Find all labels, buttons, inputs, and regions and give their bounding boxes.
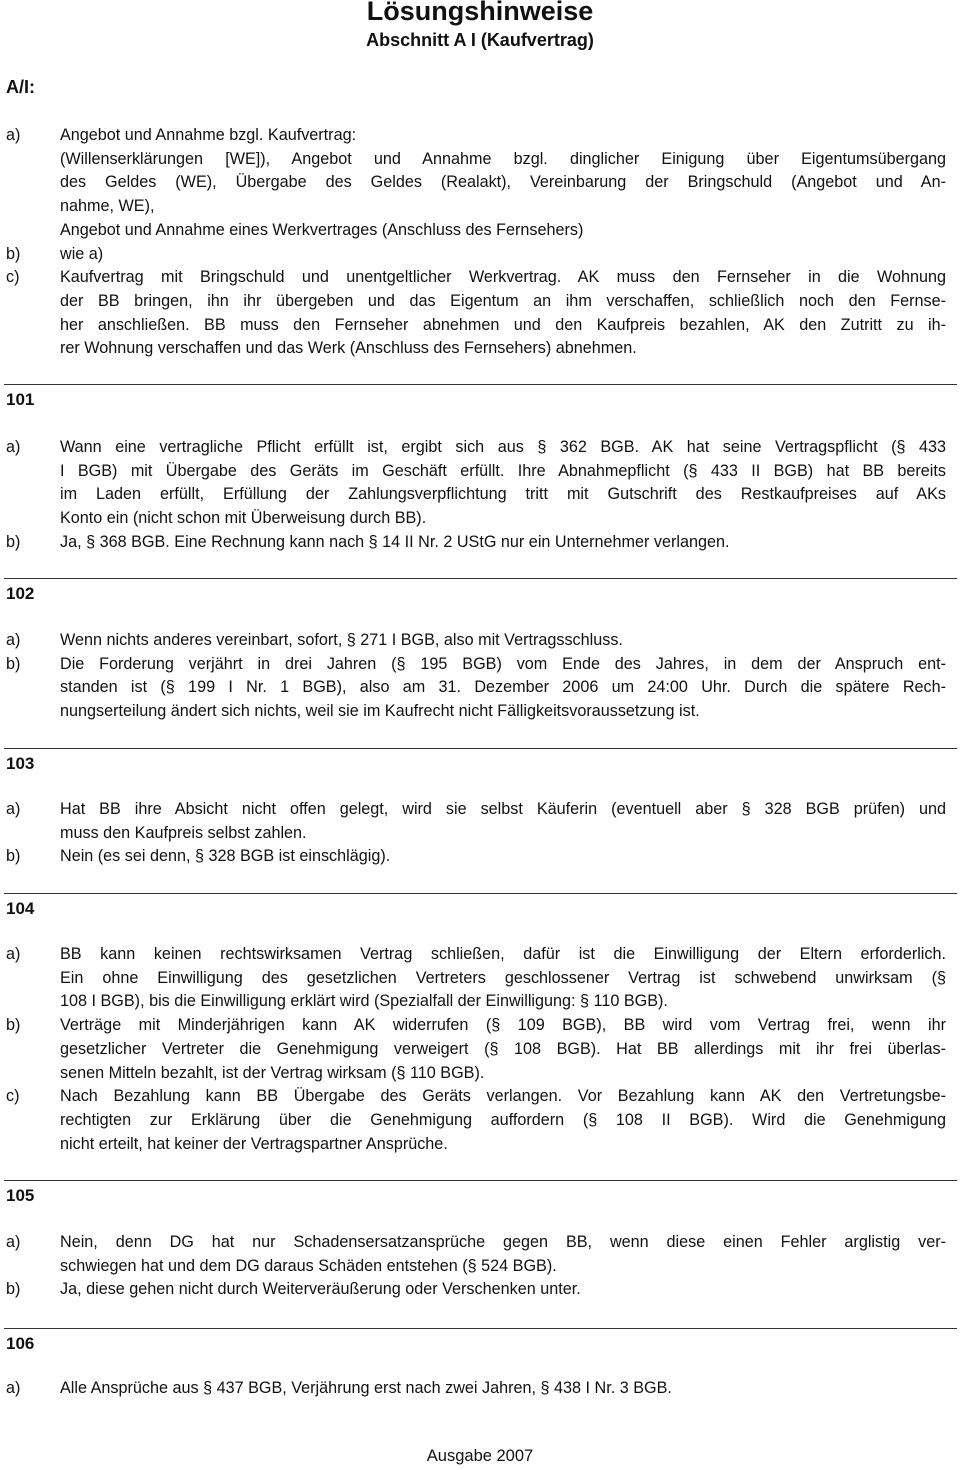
- answer-item: [0, 1014, 960, 1085]
- answer-label: a): [6, 1233, 21, 1251]
- answer-item: [0, 436, 960, 531]
- answer-text-line: (Willenserklärungen [WE]), Angebot und Annahme bzgl. dinglicher Einigung über Eigentumsübergang: [60, 149, 946, 168]
- answer-text-line: Alle Ansprüche aus § 437 BGB, Verjährung erst nach zwei Jahren, § 438 I Nr. 3 BGB.: [60, 1379, 672, 1397]
- answer-text-line: des Geldes (WE), Übergabe des Geldes (Realakt), Vereinbarung der Bringschuld (Angebot und An-: [60, 173, 946, 192]
- answer-label: b): [6, 1016, 21, 1035]
- answer-text-line: der BB bringen, ihn ihr übergeben und das Eigentum an ihm verschaffen, schließlich noch den Fernse-: [60, 291, 946, 310]
- answer-item: [0, 124, 960, 243]
- answer-item: [0, 1231, 960, 1278]
- answer-item: [0, 531, 960, 555]
- answer-label: a): [6, 631, 21, 649]
- section-answers: [0, 124, 960, 361]
- answer-label: a): [6, 126, 21, 144]
- answer-item: [0, 1085, 960, 1156]
- answer-item: [0, 1278, 960, 1302]
- answer-text-line: Die Forderung verjährt in drei Jahren (§ 195 BGB) vom Ende des Jahres, in dem der Anspruch ent-: [60, 654, 946, 673]
- section-divider: [4, 893, 957, 894]
- answer-item: [0, 798, 960, 845]
- answer-text-line: Konto ein (nicht schon mit Überweisung durch BB).: [60, 509, 427, 528]
- answer-item: [0, 243, 960, 267]
- section-divider: [4, 1180, 957, 1181]
- section-divider: [4, 578, 957, 579]
- answer-label: b): [6, 244, 21, 263]
- page-subtitle: Abschnitt A I (Kaufvertrag): [366, 30, 594, 50]
- section-divider: [4, 1328, 957, 1329]
- answer-text-line: Wann eine vertragliche Pflicht erfüllt ist, ergibt sich aus § 362 BGB. AK hat seine Vertragspflicht (§ 433: [60, 438, 946, 456]
- section-number: 104: [6, 899, 35, 918]
- section-number: 106: [6, 1334, 35, 1353]
- answer-text-line: her anschließen. BB muss den Fernseher abnehmen und den Kaufpreis bezahlen, AK den Zutritt zu ih-: [60, 315, 946, 334]
- section-answers: [0, 943, 960, 1156]
- answer-text-line: schwiegen hat und dem DG daraus Schäden entstehen (§ 524 BGB).: [60, 1256, 557, 1275]
- answer-text-line: nungserteilung ändert sich nichts, weil sie im Kaufrecht nicht Fälligkeitsvoraussetzung ist.: [60, 702, 700, 721]
- answer-text-line: BB kann keinen rechtswirksamen Vertrag schließen, dafür ist die Einwilligung der Eltern erforderlich.: [60, 945, 946, 963]
- section-answers: [0, 1231, 960, 1302]
- answer-text-line: Angebot und Annahme bzgl. Kaufvertrag:: [60, 126, 357, 144]
- answer-text-line: Ja, § 368 BGB. Eine Rechnung kann nach § 14 II Nr. 2 UStG nur ein Unternehmer verlangen.: [60, 532, 730, 551]
- section-number: 105: [6, 1186, 35, 1205]
- answer-item: [0, 629, 960, 653]
- page-title: Lösungshinweise: [366, 0, 594, 26]
- section-number: 103: [6, 754, 35, 773]
- section-number: 102: [6, 584, 35, 603]
- answer-item: [0, 266, 960, 361]
- answer-item: [0, 845, 960, 869]
- section-divider: [4, 748, 957, 749]
- answer-text-line: nahme, WE),: [60, 197, 155, 216]
- section-answers: [0, 798, 960, 869]
- answer-text-line: Nein, denn DG hat nur Schadensersatzansprüche gegen BB, wenn diese einen Fehler arglistig ver-: [60, 1233, 946, 1251]
- answer-text-line: 108 I BGB), bis die Einwilligung erklärt wird (Spezialfall der Einwilligung: § 110 BGB).: [60, 992, 668, 1011]
- answer-text-line: Kaufvertrag mit Bringschuld und unentgeltlicher Werkvertrag. AK muss den Fernseher in die Wohnung: [60, 268, 946, 287]
- answer-text-line: Ja, diese gehen nicht durch Weiterveräußerung oder Verschenken unter.: [60, 1280, 581, 1299]
- section-answers: [0, 436, 960, 555]
- answer-label: a): [6, 438, 21, 456]
- answer-text-line: rechtigten zur Erklärung über die Genehmigung auffordern (§ 108 II BGB). Wird die Genehmigung: [60, 1110, 946, 1129]
- answer-text-line: wie a): [60, 244, 104, 263]
- answer-text-line: standen ist (§ 199 I Nr. 1 BGB), also am 31. Dezember 2006 um 24:00 Uhr. Durch die spätere Rech-: [60, 678, 946, 697]
- answer-text-line: gesetzlicher Vertreter die Genehmigung verweigert (§ 108 BGB). Hat BB allerdings mit ihr frei überlas-: [60, 1039, 946, 1058]
- answer-label: b): [6, 532, 21, 551]
- answer-text-line: Hat BB ihre Absicht nicht offen gelegt, wird sie selbst Käuferin (eventuell aber § 328 BGB prüfen) und: [60, 800, 946, 818]
- answer-label: c): [6, 268, 20, 287]
- intro-label: A/I:: [6, 77, 35, 97]
- answer-text-line: I BGB) mit Übergabe des Geräts im Geschäft erfüllt. Ihre Abnahmepflicht (§ 433 II BGB) hat BB bereits: [60, 461, 946, 480]
- answer-label: a): [6, 800, 21, 818]
- answer-text-line: muss den Kaufpreis selbst zahlen.: [60, 823, 307, 842]
- answer-item: [0, 1377, 960, 1401]
- answer-text-line: Ein ohne Einwilligung des gesetzlichen Vertreters geschlossener Vertrag ist schwebend unwirksam (§: [60, 968, 946, 987]
- answer-item: [0, 653, 960, 724]
- answer-item: [0, 943, 960, 1014]
- section-answers: [0, 629, 960, 724]
- answer-text-line: nicht erteilt, hat keiner der Vertragspartner Ansprüche.: [60, 1134, 448, 1153]
- answer-label: b): [6, 654, 21, 673]
- answer-label: c): [6, 1087, 20, 1106]
- answer-text-line: Nein (es sei denn, § 328 BGB ist einschlägig).: [60, 847, 391, 866]
- answer-text-line: im Laden erfüllt, Erfüllung der Zahlungsverpflichtung tritt mit Gutschrift des Restkaufpreises auf AKs: [60, 485, 946, 504]
- answer-text-line: Verträge mit Minderjährigen kann AK widerrufen (§ 109 BGB), BB wird vom Vertrag frei, wenn ihr: [60, 1016, 946, 1035]
- answer-text-line: senen Mitteln bezahlt, ist der Vertrag wirksam (§ 110 BGB).: [60, 1063, 485, 1082]
- section-divider: [4, 384, 957, 385]
- page-footer: Ausgabe 2007: [426, 1447, 534, 1465]
- answer-text-line: Wenn nichts anderes vereinbart, sofort, § 271 I BGB, also mit Vertragsschluss.: [60, 631, 623, 649]
- answer-text-line: rer Wohnung verschaffen und das Werk (Anschluss des Fernsehers) abnehmen.: [60, 339, 637, 358]
- answer-label: a): [6, 945, 21, 963]
- answer-label: a): [6, 1379, 21, 1397]
- answer-label: b): [6, 847, 21, 866]
- section-answers: [0, 1377, 960, 1401]
- answer-text-line: Angebot und Annahme eines Werkvertrages (Anschluss des Fernsehers): [60, 220, 584, 239]
- answer-label: b): [6, 1280, 21, 1299]
- answer-text-line: Nach Bezahlung kann BB Übergabe des Geräts verlangen. Vor Bezahlung kann AK den Vertretungsbe-: [60, 1087, 946, 1106]
- section-number: 101: [6, 390, 35, 409]
